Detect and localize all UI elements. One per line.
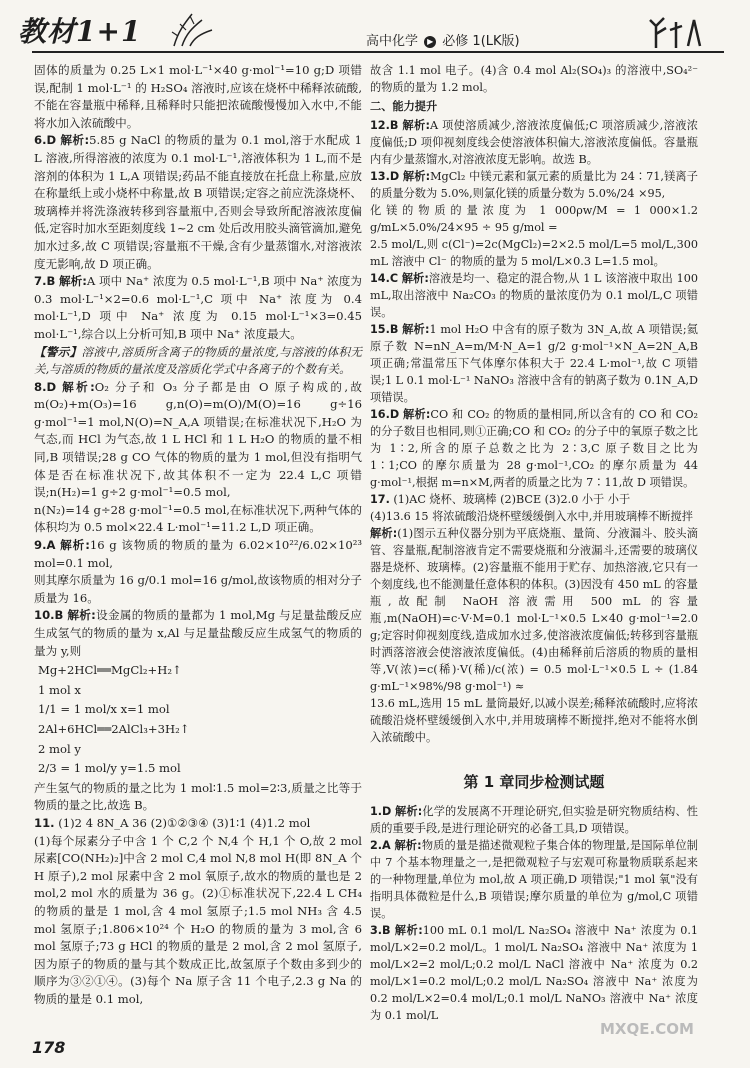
answer-item bbox=[370, 525, 698, 695]
answer-text: O₂ 分子和 O₃ 分子都是由 O 原子构成的,故 m(O₂)+m(O₃)=16 g,n(O)=m(O)/M(O)=16 g÷16 g·mol⁻¹=1 mol,N(O)=N_A,A 项错误;在标准状况下,H₂O 为气态,而 HCl 为气态,故 1 L HCl 和 1 L H₂O 的物质的量不相同,B 项错误;28 g CO 气体的物质的量为 1 mol,但没有指明气体是否在标准状况下,故其体积不一定为 22.4 L,C 项错误;n(H₂)=1 g÷2 g·mol⁻¹=0.5 mol, bbox=[34, 379, 363, 500]
answer-text: 100 mL 0.1 mol/L Na₂SO₄ 溶液中 Na⁺ 浓度为 0.1 mol/L×2=0.2 mol/L。1 mol/L Na₂SO₄ 溶液中 Na⁺ 浓度为 1 mol/L×2=2 mol/L;0.2 mol/L NaCl 溶液中 Na⁺ 浓度为 0.2 mol/L×1=0.2 mol/L;0.2 mol/L Na₂SO₄ 溶液中 Na⁺ 浓度为 0.2 mol/L×2=0.4 mol/L;0.1 mol/L NaNO₃ 溶液中 Na⁺ 浓度为 0.1 mol/L bbox=[370, 924, 698, 1022]
question-number: 3.B bbox=[370, 924, 391, 937]
question-number: 11. bbox=[34, 815, 55, 830]
book-logo: 教材1+1 bbox=[18, 15, 142, 48]
answer-text: (1)AC 烧杯、玻璃棒 (2)BCE (3)2.0 小于 小于 bbox=[393, 493, 631, 506]
question-number: 14.C bbox=[370, 272, 399, 285]
answer-text: A 项使溶质减少,溶液浓度偏低;C 项溶质减少,溶液浓度偏低;D 项仰视刻度线会使溶液体积偏大,溶液浓度偏低。容量瓶内有少量蒸馏水,对溶液浓度无影响。故选 B。 bbox=[370, 119, 698, 166]
answer-text: 5.85 g NaCl 的物质的量为 0.1 mol,溶于水配成 1 L 溶液,所得溶液的浓度为 0.1 mol·L⁻¹,溶液体积为 1 L,而不是溶剂的体积为 1 L,A 项错误;药品不能直接放在托盘上称量,应放在称量纸上或小烧杯中称量,故 B 项错误;定容之前应洗涤烧杯、玻璃棒并将洗涤液转移到容量瓶中,否则会导致所配溶液浓度偏低,定容时加水至距刻度线 1~2 cm 处后改用胶头滴管滴加,避免加水过多,故 C 项错误;容量瓶不干燥,含有少量蒸馏水,对溶液浓度无影响,故 D 项正确。 bbox=[34, 133, 362, 271]
question-number: 12.B bbox=[370, 119, 399, 132]
explanation-tag: 解析: bbox=[60, 133, 90, 148]
paragraph: (1)每个尿素分子中含 1 个 C,2 个 N,4 个 H,1 个 O,故 2 mol 尿素[CO(NH₂)₂]中含 2 mol C,4 mol N,8 mol H(即 8N_A 个 H 原子),2 mol 尿素中含 2 mol 氧原子,故水的物质的量也是 2 mol,2 mol 水的质量为 36 g。(2)①标准状况下,22.4 L CH₄ 的物质的量是 1 mol,含 4 mol 氢原子;1.5 mol NH₃ 含 4.5 mol 氢原子;1.806×10²⁴ 个 H₂O 的物质的量为 3 mol,含 6 mol 氢原子;73 g HCl 的物质的量是 2 mol,含 2 mol 氢原子,因为原子的物质的量与其个数成正比,故氢原子个数由多到少的顺序为③②①④。(3)每个 Na 原子含 11 个电子,2.3 g Na 的物质的量是 0.1 mol, bbox=[34, 833, 362, 1006]
answer-item bbox=[370, 321, 698, 406]
site-watermark bbox=[600, 1020, 740, 1064]
page-number: 178 bbox=[32, 1038, 66, 1057]
answer-text: 16 g 该物质的物质的量为 6.02×10²²/6.02×10²³ mol=0.1 mol, bbox=[34, 538, 363, 570]
answer-text: 设金属的物质的量都为 1 mol,Mg 与足量盐酸反应生成氢气的物质的量为 x,Al 与足量盐酸反应生成氢气的物质的量为 y,则 bbox=[34, 608, 363, 658]
answer-item bbox=[370, 270, 698, 321]
answer-text: 溶液是均一、稳定的混合物,从 1 L 该溶液中取出 100 mL,取出溶液中 Na₂CO₃ 的物质的量浓度仍为 0.1 mol/L,C 项错误。 bbox=[370, 272, 699, 319]
watermark-text: MXQE.COM bbox=[600, 1020, 694, 1038]
explanation-tag: 解析: bbox=[60, 538, 90, 553]
explanation-tag: 解析: bbox=[402, 408, 431, 421]
header-divider bbox=[32, 51, 724, 53]
answer-text: MgCl₂ 中镁元素和氯元素的质量比为 24∶71,镁离子的质量分数为 5.0%,则氯化镁的质量分数为 5.0%/24 ×95, bbox=[370, 170, 698, 200]
paragraph: 则其摩尔质量为 16 g/0.1 mol=16 g/mol,故该物质的相对分子质量为 16。 bbox=[34, 573, 362, 605]
explanation-tag: 解析: bbox=[394, 924, 423, 937]
warning-note bbox=[34, 344, 362, 379]
explanation-tag: 解析: bbox=[62, 379, 95, 394]
answer-item bbox=[370, 491, 698, 508]
answer-item bbox=[34, 537, 362, 572]
volume-label: 必修 1(LK版) bbox=[442, 34, 520, 49]
section-heading: 二、能力提升 bbox=[370, 100, 438, 113]
question-number: 13.D bbox=[370, 170, 400, 183]
paragraph: 2.5 mol/L,则 c(Cl⁻)=2c(MgCl₂)=2×2.5 mol/L=5 mol/L,300 mL 溶液中 Cl⁻ 的物质的量为 5 mol/L×0.3 L=1.5 mol。 bbox=[370, 238, 698, 268]
question-number: 1.D bbox=[370, 805, 392, 818]
answer-item bbox=[34, 379, 362, 502]
explanation-tag: 解析: bbox=[402, 170, 431, 183]
equation-line: 2Al+6HCl══2AlCl₃+3H₂↑ bbox=[38, 721, 190, 736]
paragraph: 产生氢气的物质的量之比为 1 mol∶1.5 mol=2∶3,质量之比等于物质的量之比,故选 B。 bbox=[34, 780, 362, 813]
question-number: 6.D bbox=[34, 133, 57, 148]
explanation-tag: 解析: bbox=[402, 119, 431, 132]
explanation-tag: 解析: bbox=[401, 272, 429, 285]
equation-line: 1/1 = 1 mol/x x=1 mol bbox=[38, 702, 170, 717]
paragraph: n(N₂)=14 g÷28 g·mol⁻¹=0.5 mol,在标准状况下,两种气体的体积均为 0.5 mol×22.4 L·mol⁻¹=11.2 L,D 项正确。 bbox=[34, 502, 362, 535]
question-number: 16.D bbox=[370, 408, 400, 421]
answer-item bbox=[370, 837, 698, 922]
equation-line: 1 mol x bbox=[38, 682, 81, 697]
explanation-tag: 解析: bbox=[394, 839, 422, 852]
paragraph: 13.6 mL,选用 15 mL 量筒最好,以减小误差;稀释浓硫酸时,应将浓硫酸沿烧杯壁缓缓倒入水中,并用玻璃棒不断搅拌,绝对不能将水倒入浓硫酸中。 bbox=[370, 697, 698, 744]
plant-decoration-icon bbox=[168, 10, 216, 48]
subject-name: 高中化学 bbox=[366, 34, 419, 49]
paragraph: 故含 1.1 mol 电子。(4)含 0.4 mol Al₂(SO₄)₃ 的溶液中,SO₄²⁻ 的物质的量为 1.2 mol。 bbox=[370, 64, 698, 94]
play-arrow-icon: ▶ bbox=[424, 36, 436, 48]
answer-text: 溶液中,溶质所含离子的物质的量浓度,与溶液的体积无关,与溶质的物质的量浓度及溶质化学式中各离子的个数有关。 bbox=[34, 344, 362, 377]
answer-item bbox=[370, 168, 698, 202]
question-number: 7.B bbox=[34, 274, 56, 289]
explanation-tag: 解析: bbox=[402, 323, 430, 336]
answer-item bbox=[370, 117, 698, 168]
paragraph: 化镁的物质的量浓度为 1 000ρw/M = 1 000×1.2 g/mL×5.0%/24×95 ÷ 95 g/mol = bbox=[370, 204, 698, 234]
answer-item bbox=[370, 803, 698, 837]
answer-text: (1)图示五种仪器分别为平底烧瓶、量筒、分液漏斗、胶头滴管、容量瓶,配制溶液肯定不需要烧瓶和分液漏斗,还需要的玻璃仪器是烧杯、玻璃棒。(2)容量瓶不能用于贮存、加热溶液,它只有一个刻度线,也不能测量任意体积的体积。(3)因没有 450 mL 的容量瓶,故配制 NaOH 溶液需用 500 mL 的容量瓶,m(NaOH)=c·V·M=0.1 mol·L⁻¹×0.5 L×40 g·mol⁻¹=2.0 g;定容时仰视刻度线,造成加水过多,使溶液浓度偏低;转移到容量瓶时洒落溶液会使溶液浓度偏低。(4)由稀释前后溶质的物质的量相等,V(浓)=c(稀)·V(稀)/c(浓) = 0.5 mol·L⁻¹×0.5 L ÷ (1.84 g·mL⁻¹×98%/98 g·mol⁻¹) ≈ bbox=[370, 527, 698, 693]
explanation-tag: 解析: bbox=[370, 527, 398, 540]
paragraph: (4)13.6 15 将浓硫酸沿烧杯壁缓缓倒入水中,并用玻璃棒不断搅拌 bbox=[370, 510, 693, 523]
answer-item bbox=[34, 273, 362, 343]
chapter-title: 第 1 章同步检测试题 bbox=[463, 773, 605, 791]
answer-item bbox=[34, 815, 362, 833]
answer-text: 1 mol H₂O 中含有的原子数为 3N_A,故 A 项错误;氦原子数 N=nN_A=m/M·N_A=1 g/2 g·mol⁻¹×N_A=2N_A,B 项正确;常温常压下气体摩尔体积大于 22.4 L·mol⁻¹,故 C 项错误;1 L 0.1 mol·L⁻¹ NaNO₃ 溶液中含有的钠离子数为 0.1N_A,D 项错误。 bbox=[370, 323, 698, 404]
question-number: 15.B bbox=[370, 323, 399, 336]
question-number: 2.A bbox=[370, 839, 391, 852]
equation-line: Mg+2HCl══MgCl₂+H₂↑ bbox=[38, 663, 182, 678]
question-number: 8.D bbox=[34, 379, 57, 394]
right-column bbox=[370, 62, 698, 1024]
answer-item bbox=[370, 922, 698, 1024]
equation-line: 2/3 = 1 mol/y y=1.5 mol bbox=[38, 761, 181, 776]
explanation-tag: 解析: bbox=[59, 274, 87, 289]
explanation-tag: 解析: bbox=[67, 608, 96, 623]
tree-stamp-icon bbox=[636, 16, 726, 50]
answer-text: (1)2 4 8N_A 36 (2)①②③④ (3)1∶1 (4)1.2 mol bbox=[58, 815, 311, 830]
answer-item bbox=[34, 607, 362, 660]
left-column bbox=[34, 62, 362, 1008]
subject-label bbox=[366, 30, 520, 49]
paragraph: 固体的质量为 0.25 L×1 mol·L⁻¹×40 g·mol⁻¹=10 g;D 项错误,配制 1 mol·L⁻¹ 的 H₂SO₄ 溶液时,应该在烧杯中稀释浓硫酸,不能在容量瓶中稀释,且稀释时只能把浓硫酸慢慢加入水中,不能将水加入浓硫酸中。 bbox=[34, 63, 362, 130]
page-header bbox=[0, 0, 750, 56]
answer-item bbox=[370, 406, 698, 491]
question-number: 10.B bbox=[34, 608, 64, 623]
explanation-tag: 【警示】 bbox=[34, 344, 82, 359]
answer-text: CO 和 CO₂ 的物质的量相同,所以含有的 CO 和 CO₂ 的分子数目也相同,则①正确;CO 和 CO₂ 的分子中的氧原子数之比为 1∶2,所含的原子总数之比为 2∶3,C 原子数目之比为 1∶1;CO 的摩尔质量为 28 g·mol⁻¹,CO₂ 的摩尔质量为 44 g·mol⁻¹,根据 m=n×M,两者的质量之比为 7∶11,故 D 项错误。 bbox=[370, 408, 698, 489]
answer-text: 物质的量是描述微观粒子集合体的物理量,是国际单位制中 7 个基本物理量之一,是把微观粒子与宏观可称量物质联系起来的一种物理量,单位为 mol,故 A 项正确,D 项错误;"1 mol 氧"没有指明具体微粒是什么,B 项错误;摩尔质量的单位为 g/mol,C 项错误。 bbox=[370, 839, 698, 920]
answer-item bbox=[34, 132, 362, 273]
answer-text: 化学的发展离不开理论研究,但实验是研究物质结构、性质的重要手段,是进行理论研究的必备工具,D 项错误。 bbox=[370, 805, 698, 835]
explanation-tag: 解析: bbox=[395, 805, 423, 818]
equation-line: 2 mol y bbox=[38, 741, 81, 756]
question-number: 9.A bbox=[34, 538, 56, 553]
answer-text: A 项中 Na⁺ 浓度为 0.5 mol·L⁻¹,B 项中 Na⁺ 浓度为 0.3 mol·L⁻¹×2=0.6 mol·L⁻¹,C 项中 Na⁺ 浓度为 0.4 mol·L⁻¹,D 项中 Na⁺ 浓度为 0.15 mol·L⁻¹×3=0.45 mol·L⁻¹,综合以上分析可知,B 项中 Na⁺ 浓度最大。 bbox=[34, 274, 363, 341]
question-number: 17. bbox=[370, 493, 390, 506]
